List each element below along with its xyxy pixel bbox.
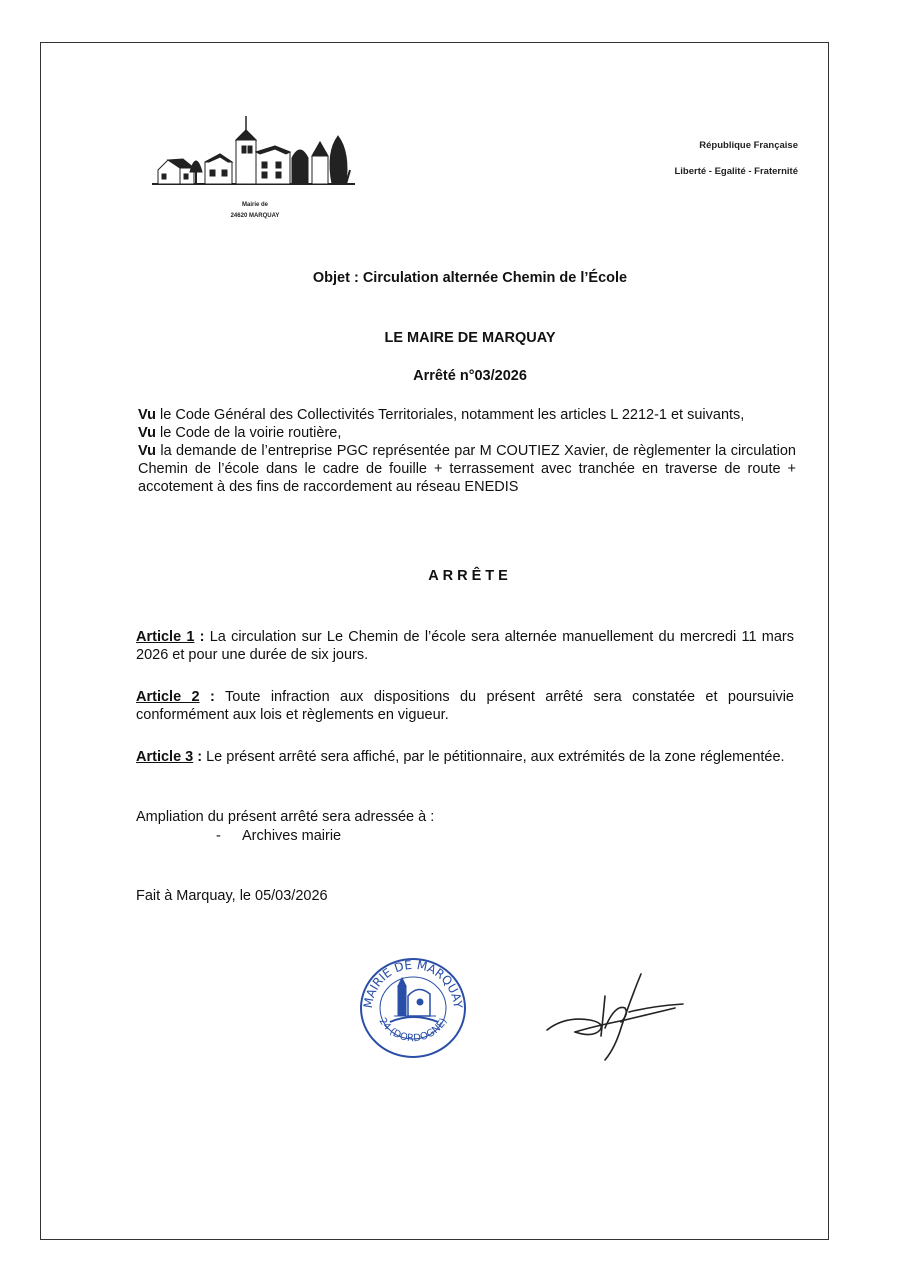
article-text: La circulation sur Le Chemin de l’école sera alternée manuellement du mercredi 11 mars 2026 et pour une durée de six jours. xyxy=(136,629,794,663)
article-3: Article 3 : Le présent arrêté sera affiché, par le pétitionnaire, aux extrémités de la zone réglementée. xyxy=(136,749,785,765)
article-1: Article 1 : La circulation sur Le Chemin de l’école sera alternée manuellement du mercredi 11 mars 2026 et pour une durée de six jours. xyxy=(136,629,794,663)
vu-text: le Code Général des Collectivités Territoriales, notamment les articles L 2212-1 et suivants, xyxy=(156,407,745,423)
objet-line: Objet : Circulation alternée Chemin de l’École xyxy=(312,270,628,286)
vu-item xyxy=(138,406,796,424)
republique-header xyxy=(674,133,798,185)
mairie-line2: 24620 MARQUAY xyxy=(230,213,280,219)
article-label: Article 1 xyxy=(136,629,195,645)
article-label: Article 3 xyxy=(136,749,194,765)
mairie-seal xyxy=(358,956,468,1060)
mairie-address xyxy=(150,200,360,222)
maire-title: LE MAIRE DE MARQUAY xyxy=(384,330,556,346)
village-logo xyxy=(150,112,360,192)
arrete-heading: ARRÊTE xyxy=(428,568,512,584)
republique-francaise: République Française xyxy=(699,140,798,151)
svg-text:24 (DORDOGNE): 24 (DORDOGNE) xyxy=(376,1016,450,1045)
arrete-number: Arrêté n°03/2026 xyxy=(413,368,527,384)
vu-label: Vu xyxy=(138,443,156,459)
article-text: Le présent arrêté sera affiché, par le pétitionnaire, aux extrémités de la zone réglementée. xyxy=(202,749,785,765)
vu-text: la demande de l’entreprise PGC représentée par M COUTIEZ Xavier, de règlementer la circulation Chemin de l’école dans le cadre de fouille + terrassement avec tranchée en traverse de route + accotement à des fins de raccordement au réseau ENEDIS xyxy=(138,443,796,495)
articles-section xyxy=(136,628,794,790)
ampliation-item xyxy=(136,827,434,846)
mairie-line1: Mairie de xyxy=(241,202,268,208)
ampliation-intro: Ampliation du présent arrêté sera adressée à : xyxy=(136,809,435,825)
vu-item xyxy=(138,442,796,496)
devise: Liberté - Egalité - Fraternité xyxy=(674,166,798,177)
vu-section xyxy=(138,406,796,496)
vu-label: Vu xyxy=(138,425,156,441)
vu-text: le Code de la voirie routière, xyxy=(156,425,342,441)
ampliation-section xyxy=(136,808,434,846)
vu-item xyxy=(138,424,796,442)
fait-date-line: Fait à Marquay, le 05/03/2026 xyxy=(136,888,328,904)
bullet-dash: - xyxy=(216,828,221,844)
article-text: Toute infraction aux dispositions du présent arrêté sera constatée et poursuivie conformément aux lois et règlements en vigueur. xyxy=(136,689,794,723)
article-label: Article 2 xyxy=(136,689,200,705)
mayor-signature xyxy=(545,968,685,1068)
ampliation-recipient: Archives mairie xyxy=(242,828,342,844)
vu-label: Vu xyxy=(138,407,156,423)
svg-text:MAIRIE DE MARQUAY: MAIRIE DE MARQUAY xyxy=(360,957,466,1010)
article-2: Article 2 : Toute infraction aux dispositions du présent arrêté sera constatée et poursuivie conformément aux lois et règlements en vigueur. xyxy=(136,689,794,723)
